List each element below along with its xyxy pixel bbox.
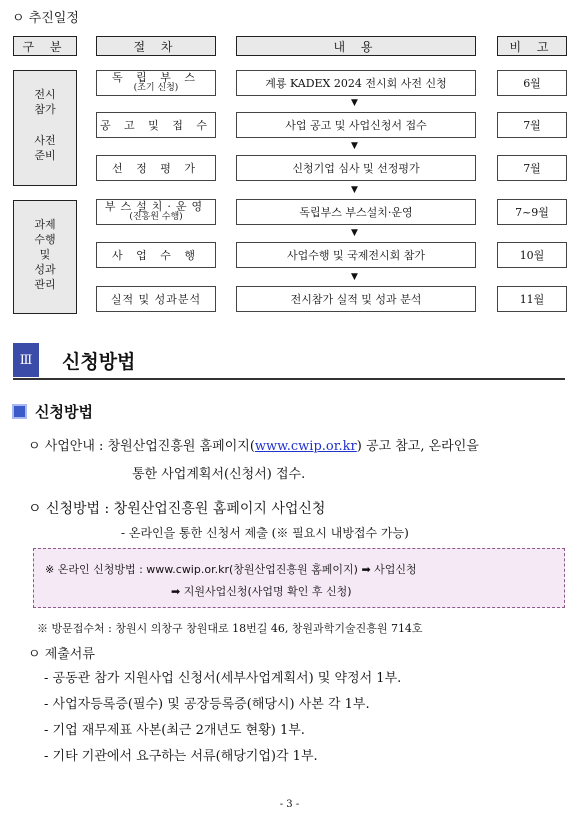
guide-line-2: 통한 사업계획서(신청서) 접수. [132, 467, 306, 482]
note-cell: 10월 [497, 242, 567, 268]
online-method-line-2: ➡ 지원사업신청(사업명 확인 후 신청) [171, 585, 352, 598]
group-line: 과제 [34, 218, 56, 231]
procedure-sublabel: (조기 신청) [133, 83, 179, 93]
homepage-link[interactable]: www.cwip.or.kr [254, 439, 357, 454]
procedure-cell: 공 고 및 접 수 [96, 112, 216, 138]
procedure-cell: 사 업 수 행 [96, 242, 216, 268]
group-line: 준비 [34, 149, 56, 162]
header-group: 구 분 [13, 36, 77, 56]
group-box-prep [13, 70, 77, 186]
guide-line [28, 435, 479, 454]
content-cell: 독립부스 부스설치·운영 [236, 199, 476, 225]
section-title: 신청방법 [62, 351, 136, 373]
online-method-box [33, 548, 565, 608]
section-divider [13, 378, 565, 380]
content-cell: 사업수행 및 국제전시회 참가 [236, 242, 476, 268]
guide-prefix: ㅇ 사업안내 : 창원산업진흥원 홈페이지( [28, 439, 255, 454]
group-line: 및 [39, 248, 51, 261]
group-line: 관리 [34, 278, 56, 291]
procedure-label: 독 립 부 스 [112, 71, 200, 84]
visit-address: ※ 방문접수처 : 창원시 의창구 창원대로 18번길 46, 창원과학기술진흥원 714호 [37, 622, 423, 635]
header-content: 내 용 [236, 36, 476, 56]
procedure-cell: 실적 및 성과분석 [96, 286, 216, 312]
method-sub: - 온라인을 통한 신청서 제출 (※ 필요시 내방접수 가능) [121, 526, 409, 540]
note-cell: 7~9월 [497, 199, 567, 225]
page-number: - 3 - [279, 799, 300, 810]
down-arrow-icon: ▼ [351, 185, 358, 195]
procedure-cell [96, 199, 216, 225]
method-line: ㅇ 신청방법 : 창원산업진흥원 홈페이지 사업신청 [28, 501, 326, 517]
content-cell: 전시참가 실적 및 성과 분석 [236, 286, 476, 312]
header-note: 비 고 [497, 36, 567, 56]
group-line: 수행 [34, 233, 56, 246]
note-cell: 7월 [497, 155, 567, 181]
guide-suffix: ) 공고 참고, 온라인을 [356, 439, 479, 454]
content-cell: 사업 공고 및 사업신청서 접수 [236, 112, 476, 138]
procedure-label: 부스설치·운영 [104, 200, 208, 213]
group-line: 성과 [34, 263, 56, 276]
doc-item: - 사업자등록증(필수) 및 공장등록증(해당시) 사본 각 1부. [44, 697, 370, 712]
schedule-title: ㅇ 추진일정 [12, 11, 79, 26]
doc-item: - 기업 재무제표 사본(최근 2개년도 현황) 1부. [44, 723, 305, 738]
group-line: 전시 [34, 88, 56, 101]
square-bullet-icon [12, 404, 27, 419]
note-cell: 6월 [497, 70, 567, 96]
doc-item: - 공동관 참가 지원사업 신청서(세부사업계획서) 및 약정서 1부. [44, 671, 402, 686]
docs-title: ㅇ 제출서류 [28, 647, 95, 662]
online-method-line-1: ※ 온라인 신청방법 : www.cwip.or.kr(창원산업진흥원 홈페이지) ➡ 사업신청 [45, 563, 417, 576]
down-arrow-icon: ▼ [351, 98, 358, 108]
procedure-cell [96, 70, 216, 96]
section-number-badge: Ⅲ [13, 343, 39, 377]
content-cell: 신청기업 심사 및 선정평가 [236, 155, 476, 181]
down-arrow-icon: ▼ [351, 228, 358, 238]
group-line: 참가 [34, 103, 56, 116]
subsection-heading [12, 401, 93, 422]
subsection-heading-text: 신청방법 [35, 403, 93, 421]
note-cell: 11월 [497, 286, 567, 312]
down-arrow-icon: ▼ [351, 272, 358, 282]
group-line: 사전 [34, 134, 56, 147]
doc-item: - 기타 기관에서 요구하는 서류(해당기업)각 1부. [44, 749, 318, 764]
group-box-execution [13, 200, 77, 314]
procedure-cell: 선 정 평 가 [96, 155, 216, 181]
header-procedure: 절 차 [96, 36, 216, 56]
note-cell: 7월 [497, 112, 567, 138]
procedure-sublabel: (진흥원 수행) [129, 212, 183, 222]
content-cell: 계룡 KADEX 2024 전시회 사전 신청 [236, 70, 476, 96]
down-arrow-icon: ▼ [351, 141, 358, 151]
